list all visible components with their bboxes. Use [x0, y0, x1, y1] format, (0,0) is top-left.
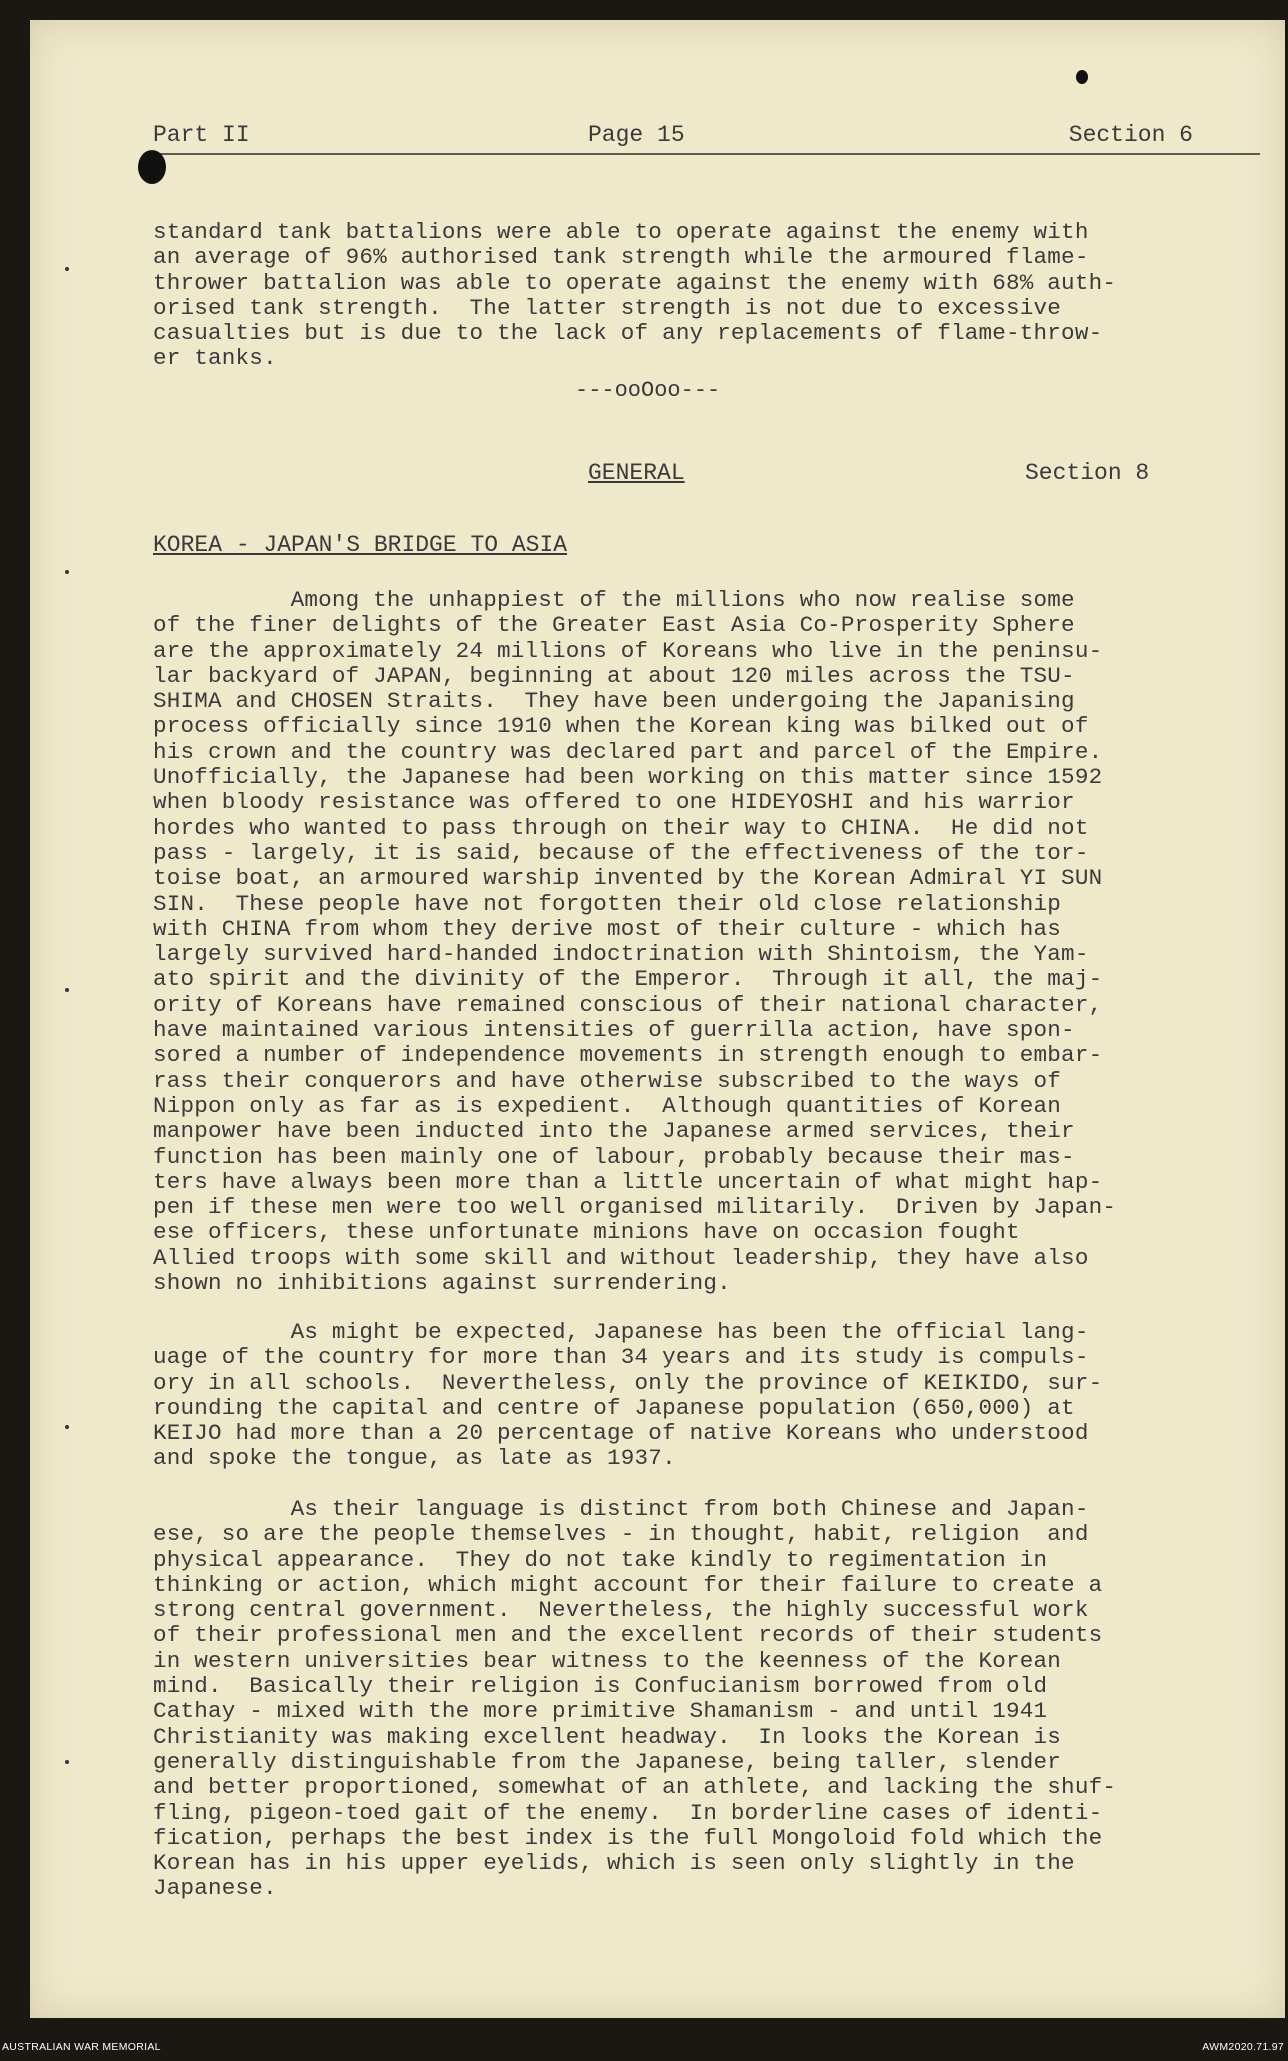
- body-paragraph-2: As might be expected, Japanese has been the official lang- uage of the country for more than 34 years and its study is compuls- ory in all schools. Nevertheless, only the province of KEIKIDO, sur- rounding the capital and centre of Japanese population (650,000) at KEIJO had more than a 20 percentage of native Koreans who understood and spoke the tongue, as late as 1937.: [153, 1319, 1103, 1472]
- document-page: [30, 20, 1285, 2018]
- body-paragraph-3: As their language is distinct from both Chinese and Japan- ese, so are the people themselves - in thought, habit, religion and physical appearance. They do not take kindly to regimentation in thinking or action, which might account for their failure to create a strong central government. Nevertheless, the highly successful work of their professional men and the excellent records of their students in western universities bear witness to the keenness of the Korean mind. Basically their religion is Confucianism borrowed from old Cathay - mixed with the more primitive Shamanism - and until 1941 Christianity was making excellent headway. In looks the Korean is generally distinguishable from the Japanese, being taller, slender and better proportioned, somewhat of an athlete, and lacking the shuf- fling, pigeon-toed gait of the enemy. In borderline cases of identi- fication, perhaps the best index is the full Mongoloid fold which the Korean has in his upper eyelids, which is seen only slightly in the Japanese.: [153, 1496, 1117, 1902]
- page-header: [153, 122, 1193, 162]
- footer-source-label: AUSTRALIAN WAR MEMORIAL: [2, 2041, 161, 2053]
- section-title: GENERAL: [588, 460, 685, 486]
- body-paragraph-1: Among the unhappiest of the millions who now realise some of the finer delights of the Greater East Asia Co-Prosperity Sphere are the approximately 24 millions of Koreans who live in the peninsu- lar backyard of JAPAN, beginning at about 120 miles across the TSU- SHIMA and CHOSEN Straits. They have been undergoing the Japanising process officially since 1910 when the Korean king was bilked out of his crown and the country was declared part and parcel of the Empire. Unofficially, the Japanese had been working on this matter since 1592 when bloody resistance was offered to one HIDEYOSHI and his warrior hordes who wanted to pass through on their way to CHINA. He did not pass - largely, it is said, because of the effectiveness of the tor- toise boat, an armoured warship invented by the Korean Admiral YI SUN SIN. These people have not forgotten their old close relationship with CHINA from whom they derive most of their culture - which has largely survived hard-handed indoctrination with Shintoism, the Yam- ato spirit and the divinity of the Emperor. Through it all, the maj- ority of Koreans have remained conscious of their national character, have maintained various intensities of guerrilla action, have spon- sored a number of independence movements in strength enough to embar- rass their conquerors and have otherwise subscribed to the ways of Nippon only as far as is expedient. Although quantities of Korean manpower have been inducted into the Japanese armed services, their function has been mainly one of labour, probably because their mas- ters have always been more than a little uncertain of what might hap- pen if these men were too well organised militarily. Driven by Japan- ese officers, these unfortunate minions have on occasion fought Allied troops with some skill and without leadership, they have also shown no inhibitions against surrendering.: [153, 587, 1117, 1297]
- margin-dot: [65, 267, 69, 271]
- header-rule: [150, 153, 1260, 155]
- margin-dot: [65, 1760, 69, 1764]
- margin-dot: [65, 988, 69, 992]
- punch-hole-mark: [138, 150, 166, 184]
- header-page-number: Page 15: [588, 122, 685, 148]
- article-heading: KOREA - JAPAN'S BRIDGE TO ASIA: [153, 532, 568, 558]
- header-part: Part II: [153, 122, 250, 148]
- header-section: Section 6: [1068, 122, 1193, 148]
- ink-blot-mark: [1076, 70, 1088, 84]
- margin-dot: [65, 570, 69, 574]
- section-divider: ---ooOoo---: [575, 378, 721, 403]
- footer-accession-number: AWM2020.71.97: [1202, 2041, 1284, 2053]
- section-label: Section 8: [1025, 460, 1150, 486]
- margin-dot: [65, 1425, 69, 1429]
- continuation-paragraph: standard tank battalions were able to operate against the enemy with an average of 96% authorised tank strength while the armoured flame- thrower battalion was able to operate against the enemy with 68% auth- orised tank strength. The latter strength is not due to excessive casualties but is due to the lack of any replacements of flame-throw- er tanks.: [153, 219, 1117, 372]
